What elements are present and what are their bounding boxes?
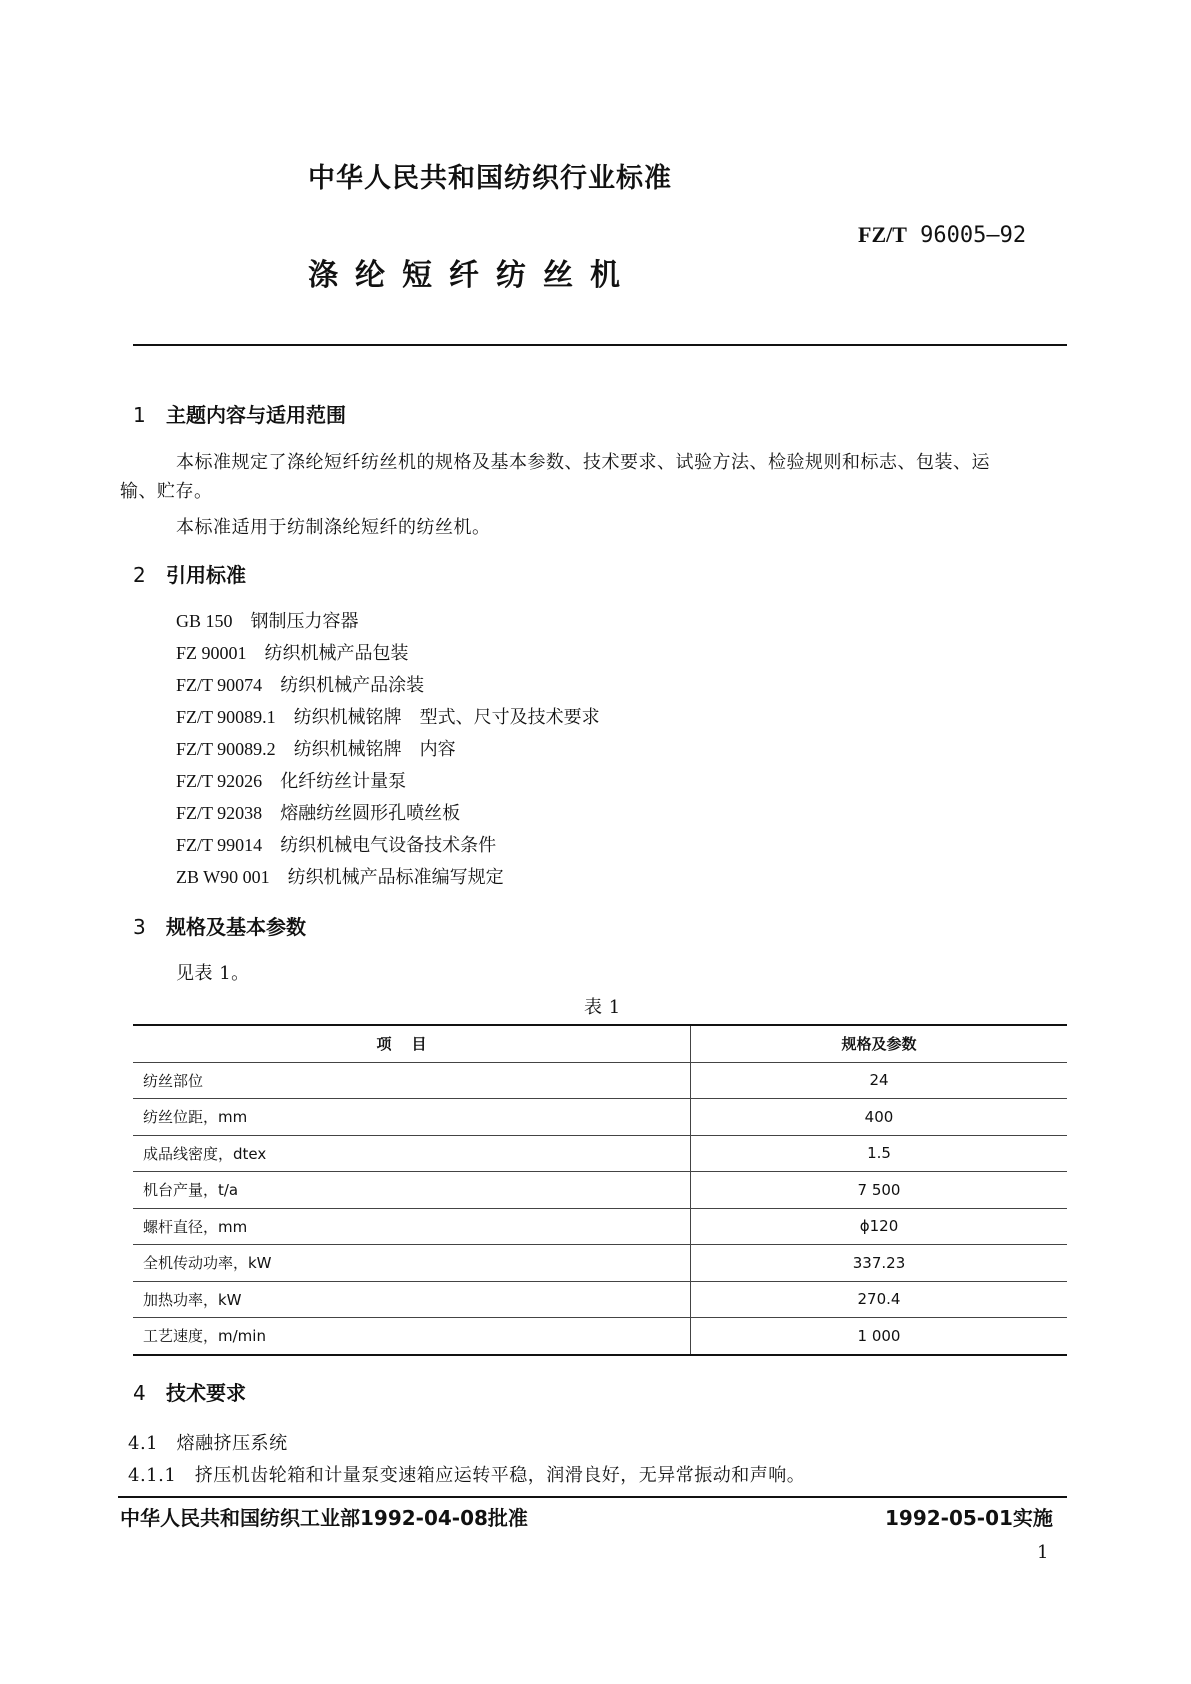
- table-caption: 表 1: [584, 997, 621, 1018]
- document-title: 涤纶短纤纺丝机: [308, 258, 637, 293]
- section-3-heading: [133, 911, 306, 940]
- row-value: 1 000: [691, 1318, 1068, 1355]
- subsection-heading: 4.1 熔融挤压系统: [128, 1433, 288, 1454]
- row-value: 270.4: [691, 1281, 1068, 1318]
- table-row: [133, 1062, 1067, 1099]
- reference-code: FZ/T 90074: [176, 675, 263, 695]
- reference-item: [176, 671, 424, 697]
- section-2-heading: [133, 559, 246, 588]
- row-item: 纺丝部位: [133, 1062, 691, 1099]
- row-value: 7 500: [691, 1172, 1068, 1209]
- standard-code-prefix: FZ/T: [858, 222, 907, 247]
- row-value: ϕ120: [691, 1208, 1068, 1245]
- table-row: [133, 1318, 1067, 1355]
- table-reference-text: 见表 1。: [176, 963, 250, 984]
- reference-name: 纺织机械产品标准编写规定: [287, 867, 504, 888]
- row-item: 螺杆直径，mm: [133, 1208, 691, 1245]
- reference-code: FZ 90001: [176, 643, 247, 663]
- header-divider: [133, 344, 1067, 346]
- row-value: 24: [691, 1062, 1068, 1099]
- reference-name: 钢制压力容器: [250, 611, 359, 632]
- section-1-paragraph-line: 输、贮存。: [120, 481, 213, 502]
- approval-statement: 中华人民共和国纺织工业部1992-04-08批准: [120, 1506, 528, 1530]
- section-1-heading: [133, 399, 346, 428]
- row-item: 加热功率，kW: [133, 1281, 691, 1318]
- reference-name: 纺织机械铭牌 内容: [293, 739, 456, 760]
- section-number: 1: [133, 403, 146, 427]
- row-item: 纺丝位距，mm: [133, 1099, 691, 1136]
- header-value: 规格及参数: [691, 1025, 1068, 1062]
- footer-divider: [118, 1496, 1067, 1498]
- table-row: [133, 1099, 1067, 1136]
- section-title: 主题内容与适用范围: [166, 403, 346, 427]
- row-value: 400: [691, 1099, 1068, 1136]
- reference-name: 纺织机械铭牌 型式、尺寸及技术要求: [293, 707, 600, 728]
- reference-code: FZ/T 90089.2: [176, 739, 276, 759]
- section-4-heading: [133, 1377, 246, 1406]
- issuing-body: 中华人民共和国纺织行业标准: [308, 163, 672, 194]
- reference-item: [176, 863, 504, 889]
- row-item: 成品线密度，dtex: [133, 1135, 691, 1172]
- reference-code: FZ/T 90089.1: [176, 707, 276, 727]
- effective-date: 1992-05-01实施: [885, 1506, 1053, 1530]
- table-row: [133, 1208, 1067, 1245]
- reference-item: [176, 607, 359, 633]
- section-1-paragraph-line: 本标准规定了涤纶短纤纺丝机的规格及基本参数、技术要求、试验方法、检验规则和标志、包装、运: [176, 452, 990, 473]
- section-number: 2: [133, 563, 146, 587]
- header-item: 项目: [133, 1025, 691, 1062]
- reference-item: [176, 639, 409, 665]
- reference-code: ZB W90 001: [176, 867, 270, 887]
- section-number: 4: [133, 1381, 146, 1405]
- section-title: 引用标准: [166, 563, 246, 587]
- reference-item: [176, 735, 456, 761]
- reference-name: 纺织机械产品包装: [264, 643, 409, 664]
- table-row: [133, 1135, 1067, 1172]
- page-number: 1: [1037, 1542, 1049, 1563]
- row-item: 机台产量，t/a: [133, 1172, 691, 1209]
- table-row: [133, 1281, 1067, 1318]
- table-header-row: [133, 1025, 1067, 1062]
- row-item: 工艺速度，m/min: [133, 1318, 691, 1355]
- reference-code: FZ/T 92038: [176, 803, 263, 823]
- reference-code: FZ/T 92026: [176, 771, 263, 791]
- reference-name: 纺织机械电气设备技术条件: [280, 835, 497, 856]
- table-row: [133, 1245, 1067, 1282]
- standard-code: [858, 222, 1026, 248]
- reference-item: [176, 767, 406, 793]
- reference-name: 化纤纺丝计量泵: [280, 771, 407, 792]
- table-row: [133, 1172, 1067, 1209]
- reference-name: 熔融纺丝圆形孔喷丝板: [280, 803, 461, 824]
- reference-code: FZ/T 99014: [176, 835, 263, 855]
- standard-code-number: 96005—92: [920, 223, 1027, 248]
- row-value: 1.5: [691, 1135, 1068, 1172]
- subsection-text: 4.1.1 挤压机齿轮箱和计量泵变速箱应运转平稳，润滑良好，无异常振动和声响。: [128, 1465, 806, 1486]
- reference-code: GB 150: [176, 611, 233, 631]
- reference-item: [176, 703, 600, 729]
- section-1-paragraph: 本标准适用于纺制涤纶短纤的纺丝机。: [176, 517, 491, 538]
- reference-item: [176, 831, 496, 857]
- row-value: 337.23: [691, 1245, 1068, 1282]
- section-title: 技术要求: [166, 1381, 246, 1405]
- reference-item: [176, 799, 460, 825]
- row-item: 全机传动功率，kW: [133, 1245, 691, 1282]
- reference-name: 纺织机械产品涂装: [280, 675, 425, 696]
- section-title: 规格及基本参数: [166, 915, 306, 939]
- section-number: 3: [133, 915, 146, 939]
- spec-table: [133, 1024, 1067, 1356]
